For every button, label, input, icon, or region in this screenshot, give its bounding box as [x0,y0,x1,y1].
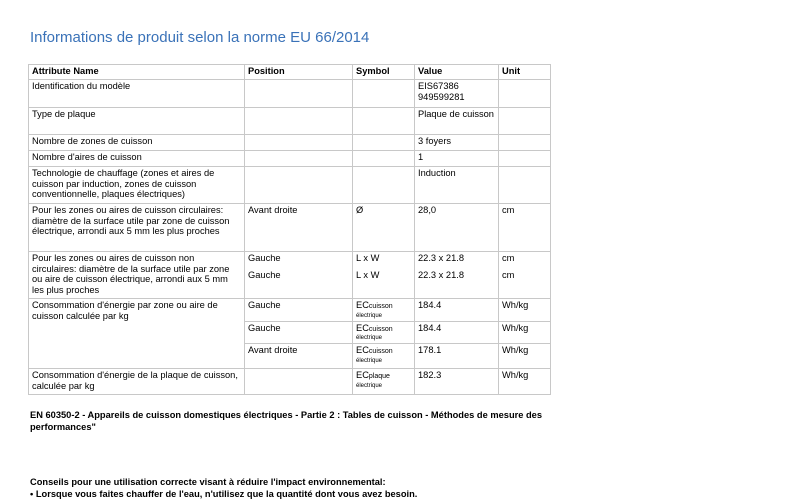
unit-cell: Wh/kg [499,299,551,322]
symbol-cell [353,135,415,151]
advice-bullet: • Lorsque vous faites chauffer de l'eau, n'utilisez que la quantité dont vous avez besoin. [30,489,418,499]
symbol-main: EC [356,322,369,333]
symbol-sub2: électrique [356,382,383,389]
value-cell: 3 foyers [415,135,499,151]
position-cell [245,108,353,135]
product-info-table [28,64,551,395]
symbol-cell: L x W [353,269,415,299]
symbol-cell [353,108,415,135]
attribute-cell: Nombre d'aires de cuisson [29,151,245,167]
attribute-cell: Consommation d'énergie de la plaque de cuisson, calculée par kg [29,369,245,395]
header-value: Value [415,65,499,80]
value-cell: 22.3 x 21.8 [415,269,499,299]
symbol-sub2: électrique [356,357,383,364]
symbol-sub: cuisson [368,348,393,356]
symbol-sub: plaque [368,373,390,381]
symbol-sub2: électrique [356,312,383,319]
table-row-model [29,80,551,108]
unit-cell: Wh/kg [499,369,551,395]
unit-cell: cm [499,252,551,269]
standard-reference: EN 60350-2 - Appareils de cuisson domestiques électriques - Partie 2 : Tables de cuisson - Méthodes de mesure des performances" [30,410,543,432]
unit-cell [499,108,551,135]
value-cell: 184.4 [415,321,499,344]
unit-cell [499,80,551,108]
position-cell [245,80,353,108]
symbol-sub: cuisson [368,325,393,333]
table-row-plate-type [29,108,551,135]
value-cell: 28,0 [415,204,499,252]
attribute-cell: Pour les zones ou aires de cuisson circulaires: diamètre de la surface utile par zone de cuisson électrique, arrondi aux 5 mm les plus proches [29,204,245,252]
symbol-cell [353,369,415,395]
attribute-cell: Type de plaque [29,108,245,135]
header-symbol: Symbol [353,65,415,80]
header-position: Position [245,65,353,80]
position-cell [245,369,353,395]
header-unit: Unit [499,65,551,80]
value-cell: 22.3 x 21.8 [415,252,499,269]
attribute-cell: Technologie de chauffage (zones et aires de cuisson par induction, zones de cuisson conventionnelle, plaques électriques) [29,167,245,204]
attribute-cell: Nombre de zones de cuisson [29,135,245,151]
table-row-energy-plate [29,369,551,395]
attribute-cell: Identification du modèle [29,80,245,108]
position-cell: Avant droite [245,204,353,252]
advice-heading: Conseils pour une utilisation correcte visant à réduire l'impact environnemental: [30,477,386,487]
value-cell: Plaque de cuisson [415,108,499,135]
header-attribute: Attribute Name [29,65,245,80]
table-row-energy-zone-1 [29,299,551,322]
unit-cell: cm [499,204,551,252]
product-number: 949599281 [418,91,465,102]
symbol-cell [353,167,415,204]
position-cell [245,167,353,204]
position-cell [245,135,353,151]
page-title: Informations de produit selon la norme EU 66/2014 [30,29,370,46]
symbol-cell: Ø [353,204,415,252]
unit-cell [499,167,551,204]
unit-cell: Wh/kg [499,321,551,344]
unit-cell [499,151,551,167]
table-row-zones-count [29,135,551,151]
table-row-areas-count [29,151,551,167]
value-cell: 178.1 [415,344,499,369]
unit-cell: Wh/kg [499,344,551,369]
environmental-advice [30,476,790,500]
table-row-circular-diameter [29,204,551,252]
attribute-cell: Consommation d'énergie par zone ou aire de cuisson calculée par kg [29,299,245,369]
position-cell [245,151,353,167]
position-cell: Gauche [245,252,353,269]
attribute-cell: Pour les zones ou aires de cuisson non circulaires: diamètre de la surface utile par zone ou aire de cuisson électrique, arrondi aux 5 mm les plus proches [29,252,245,299]
symbol-cell: L x W [353,252,415,269]
value-cell: 184.4 [415,299,499,322]
position-cell: Gauche [245,269,353,299]
symbol-cell [353,299,415,322]
symbol-cell [353,151,415,167]
symbol-sub2: électrique [356,335,383,342]
symbol-cell [353,344,415,369]
position-cell: Gauche [245,299,353,322]
table-row-non-circular-1 [29,252,551,269]
table-header-row [29,65,551,80]
unit-cell [499,135,551,151]
value-cell: Induction [415,167,499,204]
position-cell: Avant droite [245,344,353,369]
symbol-main: EC [356,300,369,310]
symbol-sub: cuisson [368,303,393,310]
value-cell: 182.3 [415,369,499,395]
value-cell [415,80,499,108]
table-row-technology [29,167,551,204]
model-number: EIS67386 [418,81,459,91]
symbol-cell [353,321,415,344]
position-cell: Gauche [245,321,353,344]
symbol-main: EC [356,370,369,381]
symbol-main: EC [356,345,369,356]
symbol-cell [353,80,415,108]
unit-cell: cm [499,269,551,299]
value-cell: 1 [415,151,499,167]
